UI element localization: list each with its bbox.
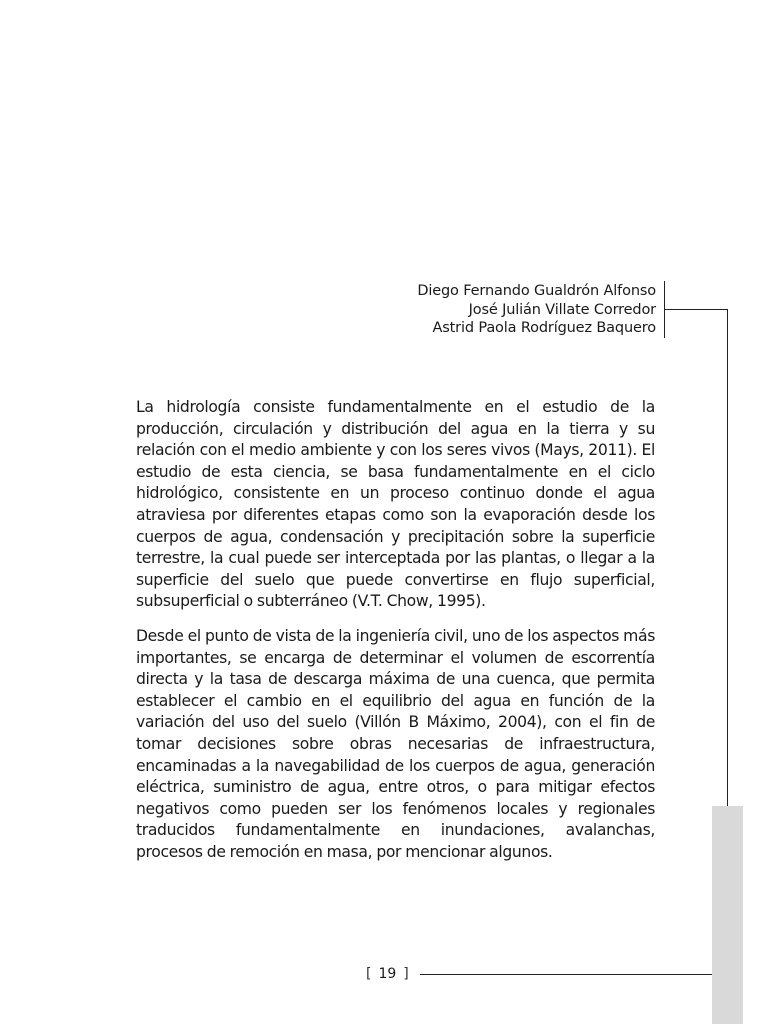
folio-bracket-close: ] — [403, 966, 409, 982]
author-connector-rule — [665, 309, 727, 310]
author-name: Astrid Paola Rodríguez Baquero — [432, 320, 656, 336]
folio-rule — [420, 974, 712, 975]
margin-rule — [727, 309, 728, 867]
paragraph: La hidrología consiste fundamentalmente en el estudio de la producción, circulación y distribución del agua en la tierra y su relación con el medio ambiente y con los seres vivos (Mays, 2011). El estudio de esta ciencia, se basa fundamentalmente en el ciclo hidrológico, consistente en un proceso continuo donde el agua atraviesa por diferentes etapas como son la evaporación desde los cuerpos de agua, condensación y precipitación sobre la superficie terrestre, la cual puede ser interceptada por las plantas, o llegar a la superficie del suelo que puede convertirse en flujo superficial, subsuperficial o subterráneo (V.T. Chow, 1995). — [136, 398, 655, 611]
author-name: José Julián Villate Corredor — [468, 301, 656, 318]
paragraph: Desde el punto de vista de la ingeniería civil, uno de los aspectos más importantes, se encarga de determinar el volumen de escorrentía directa y la tasa de descarga máxima de una cuenca, que permita establecer el cambio en el equilibrio del agua en función de la variación del uso del suelo (Villón B Máximo, 2004), con el fin de tomar decisiones sobre obras necesarias de infraestructura, encaminadas a la navegabilidad de los cuerpos de agua, generación eléctrica, suministro de agua, entre otros, o para mitigar efectos negativos como pueden ser los fenómenos locales y regionales traducidos fundamentalmente en inundaciones, avalanchas, procesos de remoción en masa, por mencionar algunos. — [136, 626, 655, 861]
side-tab-band — [712, 806, 743, 1024]
author-name: Diego Fernando Gualdrón Alfonso — [417, 283, 656, 299]
folio-bracket-open: [ — [366, 966, 372, 982]
author-list — [417, 282, 656, 338]
page-number-value: 19 — [378, 966, 397, 982]
page-number — [366, 964, 409, 984]
body-text — [136, 397, 655, 863]
